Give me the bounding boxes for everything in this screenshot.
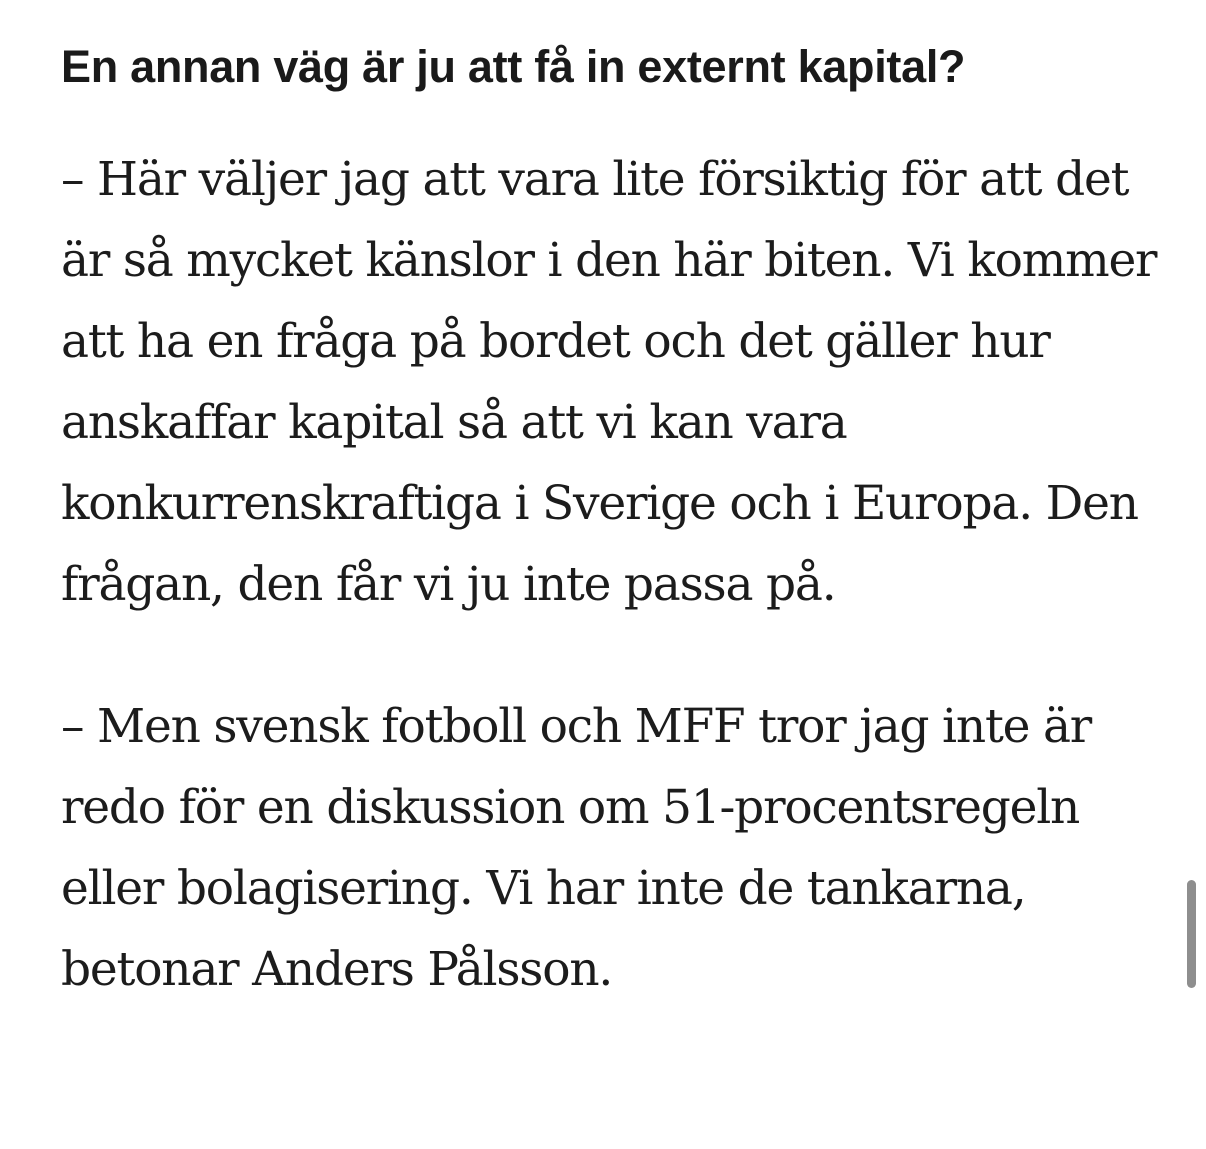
article-body <box>61 0 1161 1010</box>
answer-paragraph-2: – Men svensk fotboll och MFF tror jag inte är redo för en diskussion om 51-procentsregeln eller bolagisering. Vi har inte de tankarna, betonar Anders Pålsson. <box>61 699 1092 997</box>
vertical-scrollbar[interactable] <box>1187 880 1196 988</box>
interview-question: En annan väg är ju att få in externt kapital? <box>61 41 966 92</box>
answer-paragraph-1: – Här väljer jag att vara lite försiktig för att det är så mycket känslor i den här biten. Vi kommer att ha en fråga på bordet och det gäller hur anskaffar kapital så att vi kan vara konkurrenskraftiga i Sverige och i Europa. Den frågan, den får vi ju inte passa på. <box>61 152 1157 612</box>
